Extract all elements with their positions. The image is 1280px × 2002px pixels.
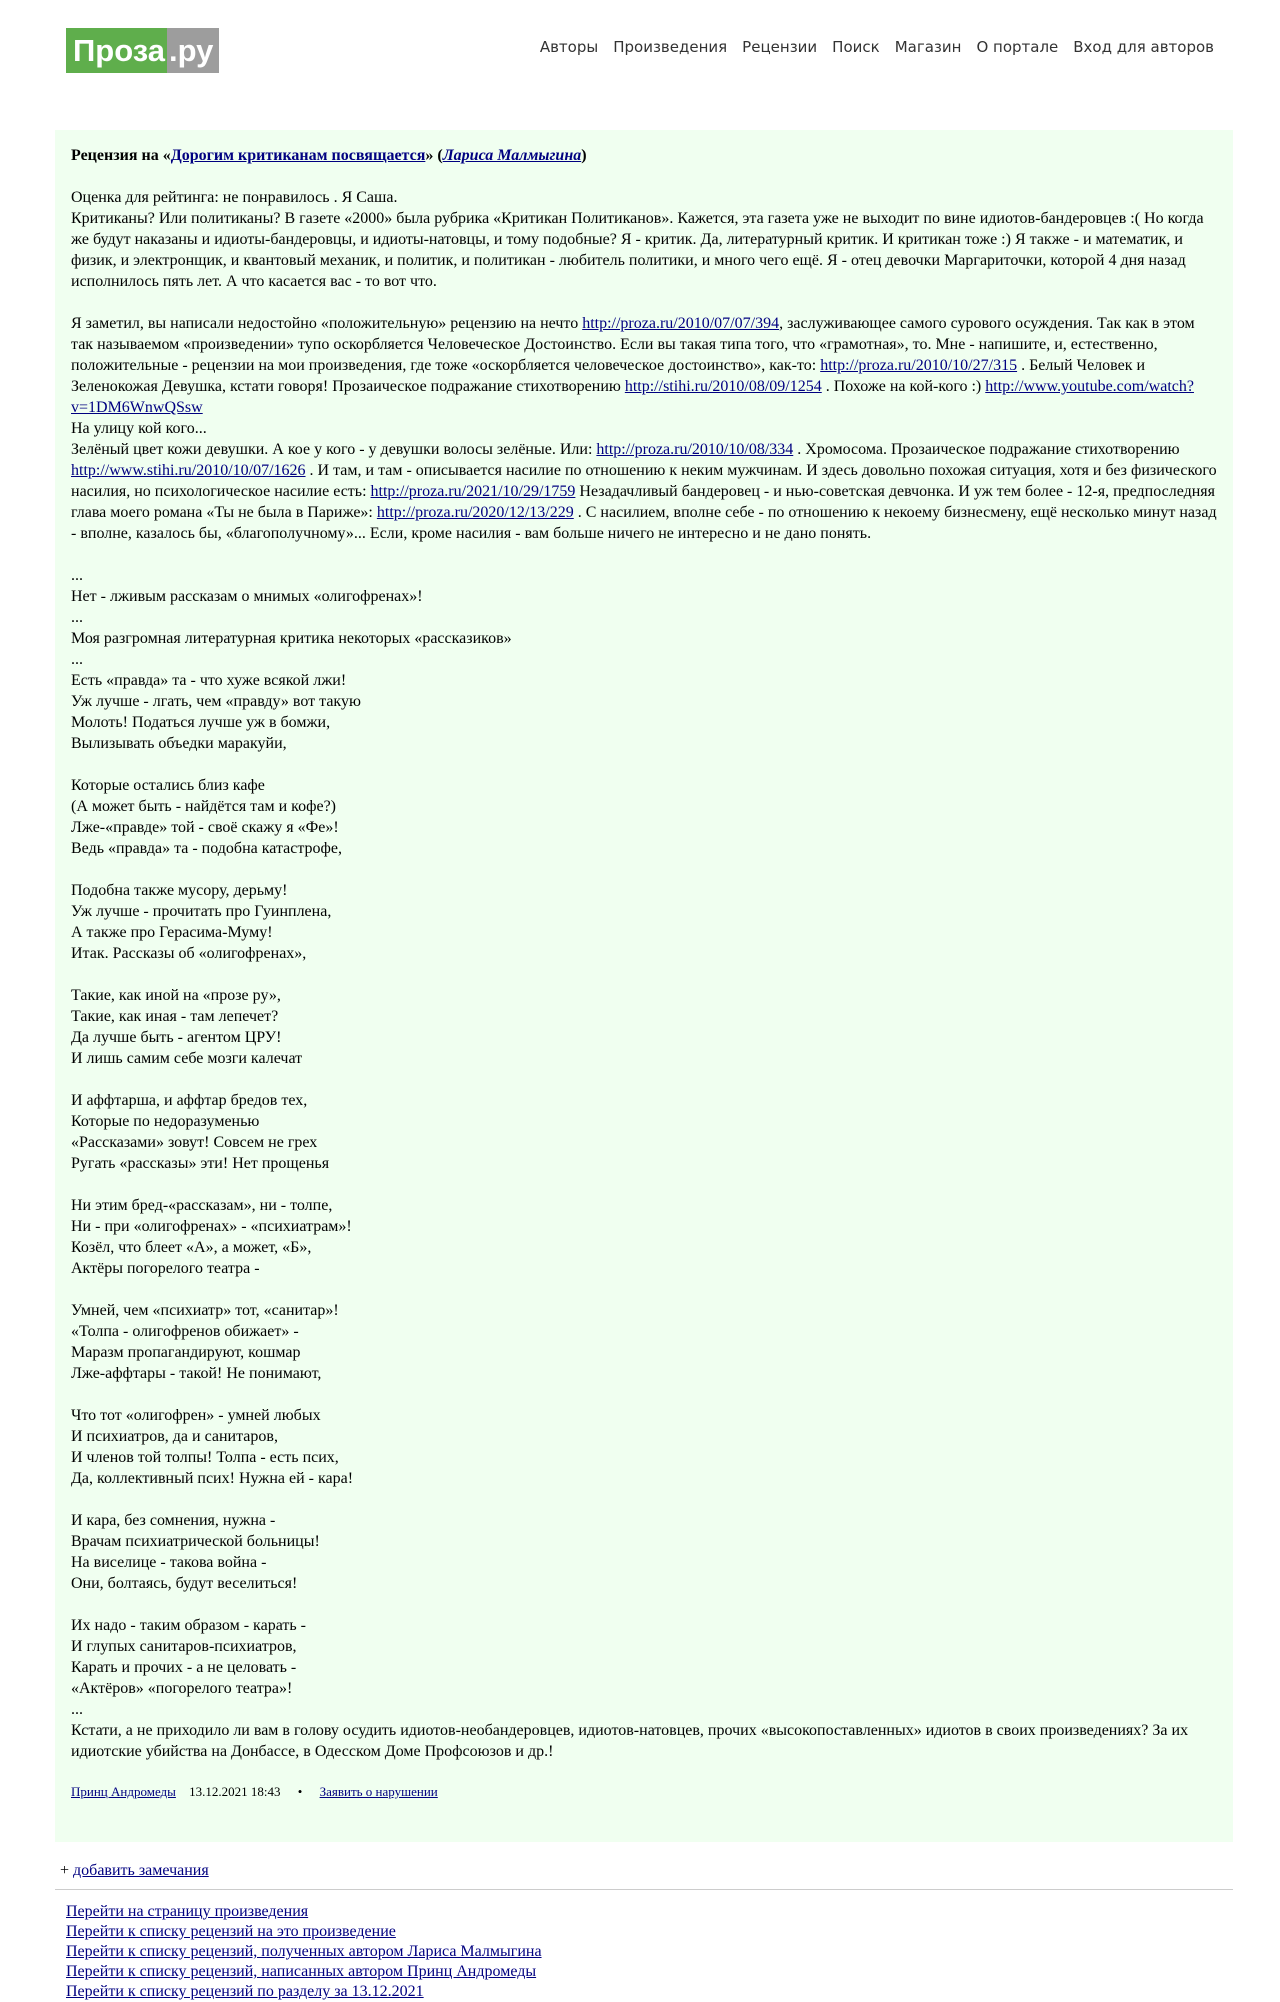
review-body	[71, 187, 1217, 1762]
poem-line: Актёры погорелого театра -	[71, 1260, 260, 1277]
poem-stanza-gap	[71, 1069, 1217, 1090]
poem-line: Лже-аффтары - такой! Не понимают,	[71, 1365, 322, 1382]
poem-line: «Рассказами» зовут! Совсем не грех	[71, 1134, 318, 1151]
poem	[71, 565, 1217, 1720]
poem-line: (А может быть - найдётся там и кофе?)	[71, 798, 337, 815]
poem-line: Они, болтаясь, будут веселиться!	[71, 1575, 298, 1592]
poem-line: И психиатров, да и санитаров,	[71, 1428, 278, 1445]
review-paragraph: Я заметил, вы написали недостойно «положительную» рецензию на нечто http://proza.ru/2010/07/07/394, заслуживающее самого сурового осуждения. Так как в этом так называемом «произведении» тупо оскорбляется Человеческое Достоинство. Если вы такая типа того, что «грамотная», то. Мне - напишите, и, естественно, положительные - рецензии на мои произведения, где тоже «оскорбляется человеческое достоинство», как-то: http://proza.ru/2010/10/27/315 . Белый Человек и Зеленокожая Девушка, кстати говоря! Прозаическое подражание стихотворению http://stihi.ru/2010/08/09/1254 . Похоже на кой-кого :) http://www.youtube.com/watch?v=1DM6WnwQSsw	[71, 315, 1195, 416]
poem-stanza-gap	[71, 1594, 1217, 1615]
poem-line: И глупых санитаров-психиатров,	[71, 1638, 297, 1655]
poem-stanza-gap	[71, 1384, 1217, 1405]
review-paragraph: Зелёный цвет кожи девушки. А кое у кого - у девушки волосы зелёные. Или: http://proza.ru/2010/10/08/334 . Хромосома. Прозаическое подражание стихотворению http://www.stihi.ru/2010/10/07/1626 . И там, и там - описывается насилие по отношению к неким мужчинам. И здесь довольно похожая ситуация, хотя и без физического насилия, но психологическое насилие есть: http://proza.ru/2021/10/29/1759 Незадачливый бандеровец - и нью-советская девчонка. И уж тем более - 12-я, предпоследняя глава моего романа «Ты не была в Париже»: http://proza.ru/2020/12/13/229 . С насилием, вполне себе - по отношению к некоему бизнесмену, ещё несколько минут назад - вполне, казалось бы, «благополучному»... Если, кроме насилия - вам больше ничего не интересно и не дано понять.	[71, 441, 1217, 542]
poem-line: Ведь «правда» та - подобна катастрофе,	[71, 840, 342, 857]
nav-search[interactable]: Поиск	[832, 38, 880, 56]
poem-stanza-gap	[71, 1174, 1217, 1195]
poem-line: Которые остались близ кафе	[71, 777, 265, 794]
author-link[interactable]: Лариса Малмыгина	[442, 147, 582, 164]
poem-line: ...	[71, 651, 83, 668]
title-prefix: Рецензия на «	[71, 147, 171, 164]
rating-line: Оценка для рейтинга: не понравилось . Я Саша.	[71, 189, 398, 206]
poem-line: Уж лучше - лгать, чем «правду» вот такую	[71, 693, 361, 710]
review-footer	[71, 1784, 1217, 1800]
poem-line: Маразм пропагандируют, кошмар	[71, 1344, 301, 1361]
poem-line: Карать и прочих - а не целовать -	[71, 1659, 297, 1676]
link-author-received-reviews[interactable]: Перейти к списку рецензий, полученных автором Лариса Малмыгина	[66, 1943, 542, 1960]
poem-stanza-gap	[71, 964, 1217, 985]
poem-line: Такие, как иной на «прозе ру»,	[71, 987, 281, 1004]
review-link[interactable]: http://proza.ru/2010/10/27/315	[820, 357, 1018, 374]
nav-shop[interactable]: Магазин	[894, 38, 962, 56]
poem-line: И лишь самим себе мозги калечат	[71, 1050, 303, 1067]
poem-line: Ни - при «олигофренах» - «психиатрам»!	[71, 1218, 352, 1235]
review-link[interactable]: http://proza.ru/2020/12/13/229	[376, 504, 574, 521]
review-date: 13.12.2021 18:43	[189, 1784, 281, 1799]
link-work-reviews[interactable]: Перейти к списку рецензий на это произведение	[66, 1923, 396, 1940]
review-link[interactable]: http://proza.ru/2010/07/07/394	[582, 315, 780, 332]
poem-line: Что тот «олигофрен» - умней любых	[71, 1407, 321, 1424]
poem-line: Уж лучше - прочитать про Гуинплена,	[71, 903, 332, 920]
review-paragraph: Кстати, а не приходило ли вам в голову осудить идиотов-необандеровцев, идиотов-натовцев, прочих «высокопоставленных» идиотов в своих произведениях? За их идиотские убийства на Донбассе, в Одесском Доме Профсоюзов и др.!	[71, 1722, 1189, 1760]
poem-line: Лже-«правде» той - своё скажу я «Фе»!	[71, 819, 339, 836]
nav-works[interactable]: Произведения	[613, 38, 728, 56]
poem-line: На виселице - такова война -	[71, 1554, 267, 1571]
poem-line: Которые по недоразуменью	[71, 1113, 260, 1130]
add-remark-link[interactable]: добавить замечания	[73, 1862, 209, 1879]
poem-line: Моя разгромная литературная критика некоторых «рассказиков»	[71, 630, 512, 647]
poem-line: ...	[71, 1701, 83, 1718]
bullet-separator: •	[297, 1784, 303, 1799]
poem-line: Нет - лживым рассказам о мнимых «олигофренах»!	[71, 588, 423, 605]
title-mid: » (	[425, 147, 443, 164]
review-link[interactable]: http://stihi.ru/2010/08/09/1254	[624, 378, 822, 395]
poem-line: ...	[71, 609, 83, 626]
top-nav	[540, 38, 1214, 56]
review-link[interactable]: http://proza.ru/2010/10/08/334	[596, 441, 794, 458]
poem-line: И членов той толпы! Толпа - есть псих,	[71, 1449, 339, 1466]
poem-line: Вылизывать объедки маракуйи,	[71, 735, 287, 752]
poem-line: Козёл, что блеет «А», а может, «Б»,	[71, 1239, 312, 1256]
poem-stanza-gap	[71, 859, 1217, 880]
bottom-links	[66, 1902, 542, 2002]
poem-line: Их надо - таким образом - карать -	[71, 1617, 306, 1634]
review-link[interactable]: http://www.stihi.ru/2010/10/07/1626	[71, 462, 306, 479]
nav-reviews[interactable]: Рецензии	[742, 38, 818, 56]
title-suffix: )	[581, 147, 587, 164]
poem-line: Да, коллективный псих! Нужна ей - кара!	[71, 1470, 354, 1487]
divider	[55, 1889, 1233, 1890]
review-link[interactable]: http://www.youtube.com/watch?v=1DM6WnwQSsw	[71, 378, 1194, 416]
poem-line: Есть «правда» та - что хуже всякой лжи!	[71, 672, 347, 689]
site-logo[interactable]	[66, 28, 219, 73]
poem-line: Ругать «рассказы» эти! Нет прощенья	[71, 1155, 330, 1172]
poem-stanza-gap	[71, 1489, 1217, 1510]
link-section-reviews[interactable]: Перейти к списку рецензий по разделу за 13.12.2021	[66, 1983, 424, 2000]
poem-line: И аффтарша, и аффтар бредов тех,	[71, 1092, 308, 1109]
review-paragraph: На улицу кой кого...	[71, 420, 207, 437]
poem-line: Итак. Рассказы об «олигофренах»,	[71, 945, 307, 962]
review-paragraph: Критиканы? Или политиканы? В газете «2000» была рубрика «Критикан Политиканов». Кажется, эта газета уже не выходит по вине идиотов-бандеровцев :( Но когда же будут наказаны и идиоты-бандеровцы, и идиоты-натовцы, и тому подобные? Я - критик. Да, литературный критик. И критикан тоже :) Я также - и математик, и физик, и электронщик, и квантовый механик, и политик, и политикан - любитель политики, и много чего ещё. Я - отец девочки Маргариточки, которой 4 дня назад исполнилось пять лет. А что касается вас - то вот что.	[71, 210, 1204, 290]
poem-line: ...	[71, 567, 83, 584]
poem-stanza-gap	[71, 754, 1217, 775]
review-box	[55, 130, 1233, 1842]
poem-line: «Толпа - олигофренов обижает» -	[71, 1323, 299, 1340]
poem-line: Ни этим бред-«рассказам», ни - толпе,	[71, 1197, 333, 1214]
poem-line: Такие, как иная - там лепечет?	[71, 1008, 279, 1025]
nav-login[interactable]: Вход для авторов	[1073, 38, 1214, 56]
poem-line: Да лучше быть - агентом ЦРУ!	[71, 1029, 282, 1046]
nav-about[interactable]: О портале	[976, 38, 1059, 56]
add-plus: +	[60, 1862, 74, 1879]
site-header	[0, 0, 1280, 130]
link-work-page[interactable]: Перейти на страницу произведения	[66, 1903, 309, 1920]
link-author-written-reviews[interactable]: Перейти к списку рецензий, написанных автором Принц Андромеды	[66, 1963, 537, 1980]
work-link[interactable]: Дорогим критиканам посвящается	[170, 147, 426, 164]
reviewer-link[interactable]: Принц Андромеды	[71, 1784, 176, 1799]
poem-line: Молоть! Податься лучше уж в бомжи,	[71, 714, 331, 731]
logo-right: .ру	[167, 28, 219, 73]
poem-line: Умней, чем «психиатр» тот, «санитар»!	[71, 1302, 339, 1319]
report-link[interactable]: Заявить о нарушении	[319, 1784, 438, 1799]
nav-authors[interactable]: Авторы	[539, 38, 599, 56]
logo-left: Проза	[66, 28, 167, 73]
poem-line: А также про Герасима-Муму!	[71, 924, 273, 941]
poem-line: Врачам психиатрической больницы!	[71, 1533, 320, 1550]
poem-stanza-gap	[71, 1279, 1217, 1300]
review-title	[71, 146, 1217, 166]
add-remark	[60, 1861, 209, 1881]
poem-line: «Актёров» «погорелого театра»!	[71, 1680, 293, 1697]
poem-line: Подобна также мусору, дерьму!	[71, 882, 288, 899]
poem-line: И кара, без сомнения, нужна -	[71, 1512, 276, 1529]
review-link[interactable]: http://proza.ru/2021/10/29/1759	[370, 483, 576, 500]
